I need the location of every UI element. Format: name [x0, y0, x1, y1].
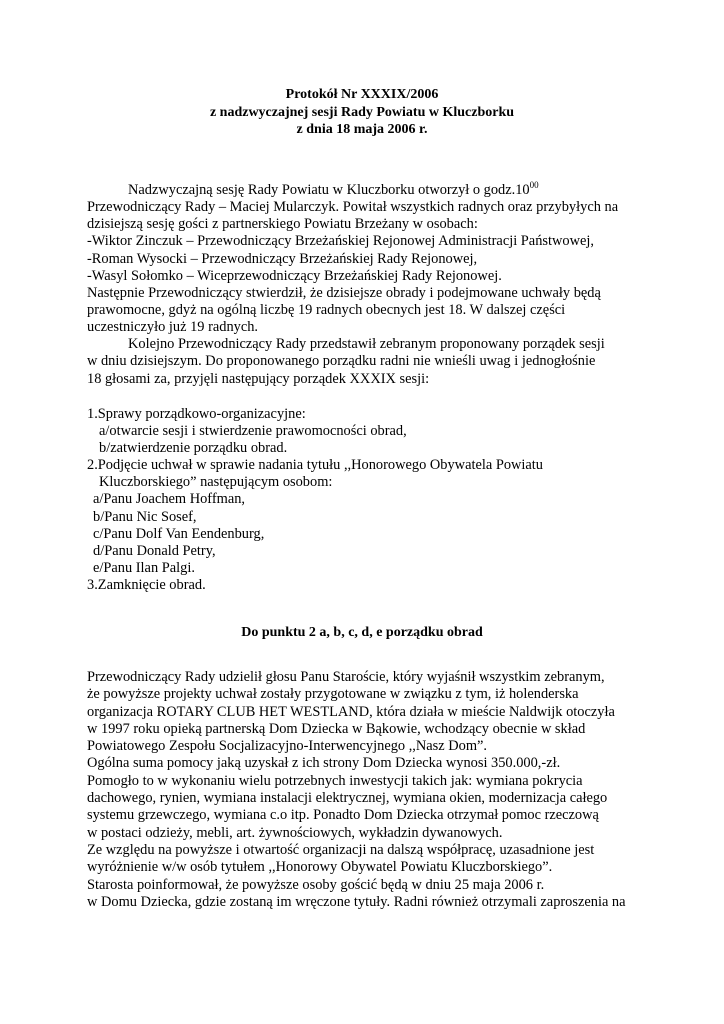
section-body-line: dachowego, rynien, wymiana instalacji elektrycznej, wymiana okien, modernizacja całego: [87, 790, 608, 807]
agenda-subitem: b/zatwierdzenie porządku obrad.: [99, 439, 288, 456]
agenda-item-3: 3.Zamknięcie obrad.: [87, 577, 206, 594]
time-minutes-superscript: 00: [529, 180, 539, 190]
intro-p1-line1-text: Nadzwyczajną sesję Rady Powiatu w Kluczborku otworzył o godz.10: [128, 182, 530, 198]
section-body-line: Ze względu na powyższe i otwartość organizacji na dalszą współpracę, uzasadnione jest: [87, 841, 595, 858]
title-line-2: z nadzwyczajnej sesji Rady Powiatu w Kluczborku: [209, 104, 515, 120]
title-line-1: Protokół Nr XXXIX/2006: [285, 87, 439, 102]
spacer: [87, 388, 647, 406]
intro-p2-line3: uczestniczyło już 19 radnych.: [87, 319, 259, 336]
intro-p2-line2: prawomocne, gdyż na ogólną liczbę 19 radnych obecnych jest 18. W dalszej części: [87, 301, 566, 318]
section-body-line: w postaci odzieży, mebli, art. żywnościowych, wykładzin dywanowych.: [87, 824, 503, 841]
agenda-subitem: a/Panu Joachem Hoffman,: [93, 491, 245, 508]
agenda-item-1: 1.Sprawy porządkowo-organizacyjne:: [87, 405, 306, 422]
intro-p1-line1: [87, 182, 647, 199]
guest-item: -Wiktor Zinczuk – Przewodniczący Brzeżańskiej Rejonowej Administracji Państwowej,: [87, 233, 594, 250]
intro-p3-line1: Kolejno Przewodniczący Rady przedstawił zebranym proponowany porządek sesji: [128, 336, 605, 353]
intro-p3-line3: 18 głosami za, przyjęli następujący porządek XXXIX sesji:: [87, 370, 430, 387]
agenda-subitem: b/Panu Nic Sosef,: [93, 508, 197, 525]
section-body-line: w 1997 roku opieką partnerską Dom Dziecka w Bąkowie, wchodzący obecnie w skład: [87, 720, 586, 737]
section-body-line: Powiatowego Zespołu Socjalizacyjno-Interwencyjnego ,,Nasz Dom”.: [87, 738, 488, 755]
guest-item: -Roman Wysocki – Przewodniczący Brzeżańskiej Rady Rejonowej,: [87, 250, 478, 267]
guest-item: -Wasyl Sołomko – Wiceprzewodniczący Brzeżańskiej Rady Rejonowej.: [87, 267, 502, 284]
intro-body: [87, 182, 647, 594]
agenda-subitem: c/Panu Dolf Van Eendenburg,: [93, 525, 265, 542]
section-body-line: w Domu Dziecka, gdzie zostaną im wręczone tytuły. Radni również otrzymali zaproszenia na: [87, 893, 626, 910]
section-body-line: wyróżnienie w/w osób tytułem ,,Honorowy Obywatel Powiatu Kluczborskiego”.: [87, 859, 553, 876]
section-body-line: systemu grzewczego, wymiana c.o itp. Ponadto Dom Dziecka otrzymał pomoc rzeczową: [87, 807, 599, 824]
section-body-line: Przewodniczący Rady udzielił głosu Panu Staroście, który wyjaśnił wszystkim zebranym,: [87, 669, 605, 685]
intro-p3-line2: w dniu dzisiejszym. Do proponowanego porządku radni nie wnieśli uwag i jednogłośnie: [87, 353, 596, 370]
document-title: [0, 86, 724, 139]
intro-p2-line1: Następnie Przewodniczący stwierdził, że dzisiejsze obrady i podejmowane uchwały będą: [87, 284, 601, 301]
title-line-3: z dnia 18 maja 2006 r.: [296, 122, 428, 137]
section-body-line: Ogólna suma pomocy jaką uzyskał z ich strony Dom Dziecka wynosi 350.000,-zł.: [87, 755, 561, 772]
agenda-subitem: e/Panu Ilan Palgi.: [93, 559, 195, 576]
section-body-line: że powyższe projekty uchwał zostały przygotowane w związku z tym, iż holenderska: [87, 686, 579, 703]
agenda-item-2: 2.Podjęcie uchwał w sprawie nadania tytułu ,,Honorowego Obywatela Powiatu: [87, 457, 543, 474]
intro-p1-line3: dzisiejszą sesję gości z partnerskiego Powiatu Brzeżany w osobach:: [87, 216, 478, 233]
intro-p1-line2: Przewodniczący Rady – Maciej Mularczyk. Powitał wszystkich radnych oraz przybyłych na: [87, 199, 619, 216]
agenda-subitem: d/Panu Donald Petry,: [93, 542, 216, 559]
section-heading: Do punktu 2 a, b, c, d, e porządku obrad: [241, 625, 483, 640]
section-body-line: organizacja ROTARY CLUB HET WESTLAND, która działa w mieście Naldwijk otoczyła: [87, 703, 615, 720]
agenda-item-2-continued: Kluczborskiego” następującym osobom:: [99, 474, 333, 491]
section-body: [87, 669, 647, 911]
agenda-subitem: a/otwarcie sesji i stwierdzenie prawomocności obrad,: [99, 422, 407, 439]
section-body-line: Starosta poinformował, że powyższe osoby gościć będą w dniu 25 maja 2006 r.: [87, 876, 545, 893]
section-body-line: Pomogło to w wykonaniu wielu potrzebnych inwestycji takich jak: wymiana pokrycia: [87, 772, 583, 789]
